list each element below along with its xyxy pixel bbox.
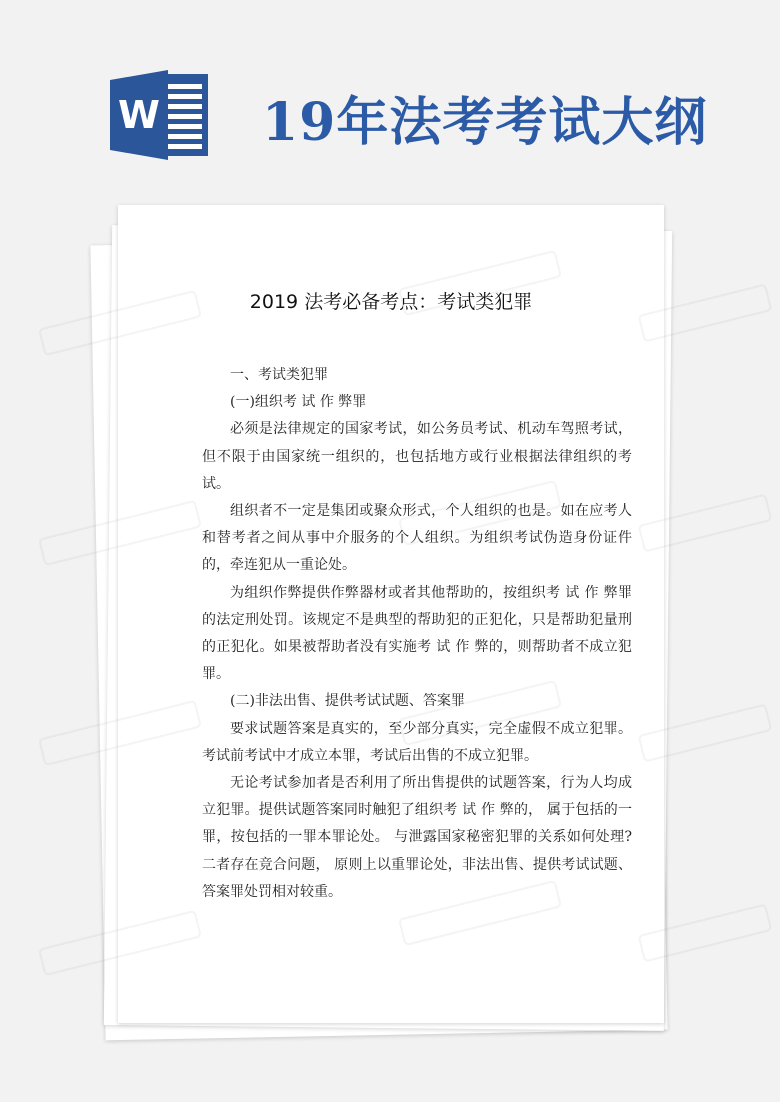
paragraph: 必须是法律规定的国家考试，如公务员考试、机动车驾照考试，但不限于由国家统一组织的，也包括地方或行业根据法律组织的考试。 [202,421,632,492]
banner-title: 19年法考考试大纲 [262,92,708,153]
document-page [118,205,664,1023]
section-heading: 一、考试类犯罪 [230,367,328,383]
document-body [202,362,632,906]
document-title: 2019 法考必备考点：考试类犯罪 [249,291,533,313]
subsection-heading: (二)非法出售、提供考试试题、答案罪 [230,693,465,710]
banner [0,0,780,200]
word-logo-letter: W [118,93,160,137]
subsection-heading: (一)组织考 试 作 弊罪 [230,394,367,411]
word-logo-icon [110,70,210,160]
paragraph: 组织者不一定是集团或聚众形式，个人组织的也是。如在应考人和替考者之间从事中介服务的个人组织。为组织考试伪造身份证件的，牵连犯从一重论处。 [202,503,632,574]
paragraph: 为组织作弊提供作弊器材或者其他帮助的，按组织考 试 作 弊罪的法定刑处罚。该规定不是典型的帮助犯的正犯化，只是帮助犯量刑的正犯化。如果被帮助者没有实施考 试 作 弊的，则帮助者不成立犯罪。 [202,584,632,683]
paragraph: 无论考试参加者是否利用了所出售提供的试题答案，行为人均成立犯罪。提供试题答案同时触犯了组织考 试 作 弊的， 属于包括的一罪，按包括的一罪本罪论处。 与泄露国家秘密犯罪的关系如何处理?二者存在竞合问题， 原则上以重罪论处，非法出售、提供考试试题、答案罪处罚相对较重。 [202,775,632,900]
paragraph: 要求试题答案是真实的，至少部分真实，完全虚假不成立犯罪。考试前考试中才成立本罪，考试后出售的不成立犯罪。 [202,720,632,764]
